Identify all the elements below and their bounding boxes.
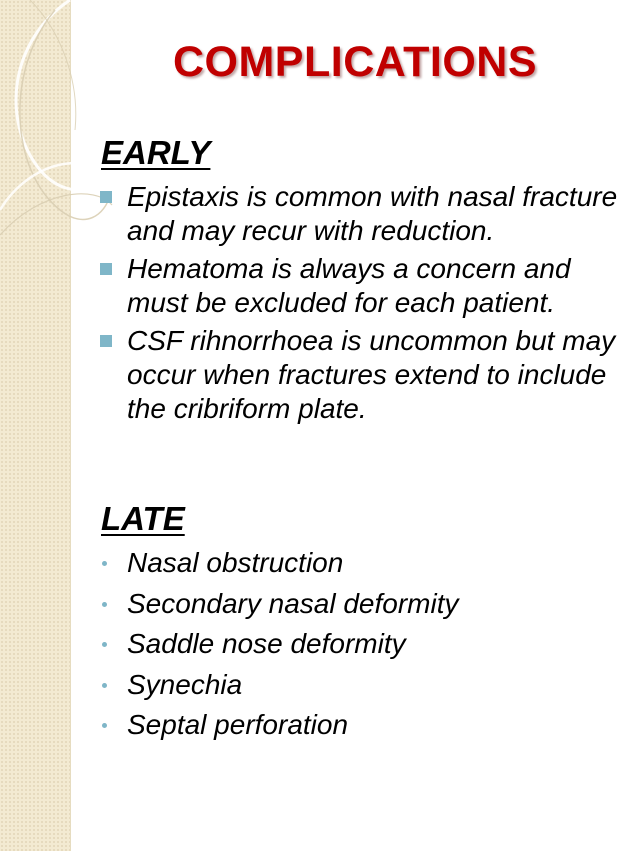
list-item-text: Saddle nose deformity — [127, 628, 406, 659]
square-bullet-icon — [100, 335, 112, 347]
dot-bullet-icon — [102, 561, 107, 566]
late-heading: LATE — [101, 500, 185, 537]
list-item-text: Epistaxis is common with nasal fracture and may recur with reduction. — [127, 181, 618, 246]
slide-title: COMPLICATIONS — [172, 38, 538, 86]
dot-bullet-icon — [102, 642, 107, 647]
decorative-side-strip — [0, 0, 71, 851]
list-item-text: Synechia — [127, 668, 243, 700]
list-item-text: Secondary nasal deformity — [127, 587, 459, 619]
list-item — [100, 705, 620, 746]
dot-bullet-icon — [102, 602, 107, 607]
list-item-text: Hematoma is always a concern and must be excluded for each patient. — [127, 253, 571, 318]
list-item — [100, 665, 620, 706]
list-item-text: Septal perforation — [127, 709, 349, 740]
square-bullet-icon — [100, 263, 112, 275]
list-item — [100, 324, 620, 426]
list-item — [100, 584, 620, 625]
dot-bullet-icon — [102, 683, 107, 688]
early-heading: EARLY — [101, 134, 211, 171]
early-complications-list — [100, 180, 620, 430]
dot-bullet-icon — [102, 723, 107, 728]
list-item — [100, 624, 620, 665]
list-item — [100, 180, 620, 248]
list-item-text: Nasal obstruction — [127, 547, 344, 578]
late-complications-list — [100, 543, 620, 746]
list-item — [100, 543, 620, 584]
list-item — [100, 252, 620, 320]
square-bullet-icon — [100, 191, 112, 203]
list-item-text: CSF rihnorrhoea is uncommon but may occur when fractures extend to include the cribriform plate. — [127, 325, 616, 424]
